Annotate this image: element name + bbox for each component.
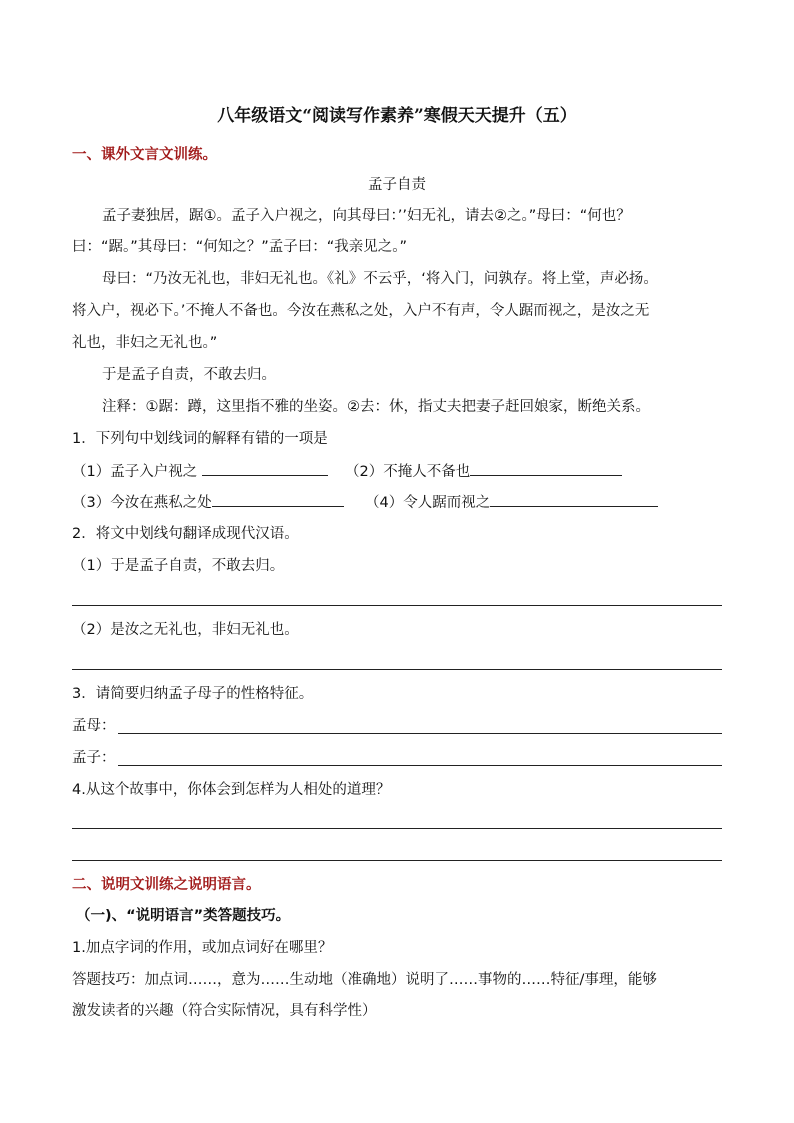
question-1-option-2 <box>345 461 622 482</box>
answer-line-q2-2[interactable] <box>72 669 722 670</box>
technique-tip-line-2: 激发读者的兴趣（符合实际情况，具有科学性） <box>72 1003 377 1019</box>
question-2: 2．将文中划线句翻译成现代汉语。 <box>72 526 299 542</box>
option-2-text: （2）不掩人不备也 <box>345 464 471 480</box>
passage-note: 注释：①踞：蹲，这里指不雅的坐姿。②去：休，指丈夫把妻子赶回娘家，断绝关系。 <box>102 399 650 415</box>
question-4: 4.从这个故事中，你体会到怎样为人相处的道理？ <box>72 782 391 798</box>
question-1-option-1 <box>72 461 328 482</box>
technique-tip-line-1: 答题技巧：加点词……，意为……生动地（准确地）说明了……事物的……特征/事理，能够 <box>72 972 657 988</box>
question-1: 1．下列句中划线词的解释有错的一项是 <box>72 431 328 447</box>
section-heading-classical-chinese: 一、课外文言文训练。 <box>72 147 217 163</box>
passage-paragraph-3: 于是孟子自责，不敢去归。 <box>102 367 276 383</box>
option-4-answer-blank[interactable] <box>490 492 658 507</box>
answer-line-q4-1[interactable] <box>72 828 722 829</box>
passage-paragraph-2-line-1: 母曰：“乃汝无礼也，非妇无礼也。《礼》不云乎，‘将入门，问孰存。将上堂，声必扬。 <box>102 271 658 287</box>
option-2-answer-blank[interactable] <box>470 461 622 476</box>
option-1-answer-blank[interactable] <box>202 461 328 476</box>
section-heading-expository: 二、说明文训练之说明语言。 <box>72 877 261 893</box>
question-2-item-1: （1）于是孟子自责，不敢去归。 <box>72 558 285 574</box>
passage-paragraph-1-line-1: 孟子妻独居，踞①。孟子入户视之，向其母曰：’’妇无礼，请去②之。”母曰：“何也？ <box>102 208 631 224</box>
answer-line-q3-mencius[interactable] <box>118 765 722 766</box>
answer-line-q3-mother[interactable] <box>118 733 722 734</box>
technique-item-1: 1.加点字词的作用，或加点词好在哪里？ <box>72 940 333 956</box>
question-1-option-3 <box>72 492 344 513</box>
passage-paragraph-1-line-2: 曰：“踞。”其母曰：“何知之？”孟子曰：“我亲见之。” <box>72 239 408 255</box>
page-title: 八年级语文“阅读写作素养”寒假天天提升（五） <box>217 106 577 126</box>
option-4-text: （4）令人踞而视之 <box>365 495 491 511</box>
q3-mencius-label: 孟子： <box>72 750 116 766</box>
passage-paragraph-2-line-2: 将入户，视必下。’不掩人不备也。今汝在燕私之处，入户不有声，令人踞而视之，是汝之无 <box>72 303 650 319</box>
option-1-text: （1）孟子入户视之 <box>72 464 202 480</box>
question-1-option-4 <box>365 492 658 513</box>
option-3-answer-blank[interactable] <box>212 492 344 507</box>
q3-mother-label: 孟母： <box>72 718 116 734</box>
answer-line-q2-1[interactable] <box>72 605 722 606</box>
passage-title: 孟子自责 <box>368 177 426 193</box>
passage-paragraph-2-line-3: 礼也，非妇之无礼也。” <box>72 335 218 351</box>
answer-line-q4-2[interactable] <box>72 860 722 861</box>
question-2-item-2: （2）是汝之无礼也，非妇无礼也。 <box>72 622 299 638</box>
option-3-text: （3）今汝在燕私之处 <box>72 495 212 511</box>
question-3: 3．请简要归纳孟子母子的性格特征。 <box>72 686 314 702</box>
subsection-heading: （一)、“说明语言”类答题技巧。 <box>76 908 291 924</box>
